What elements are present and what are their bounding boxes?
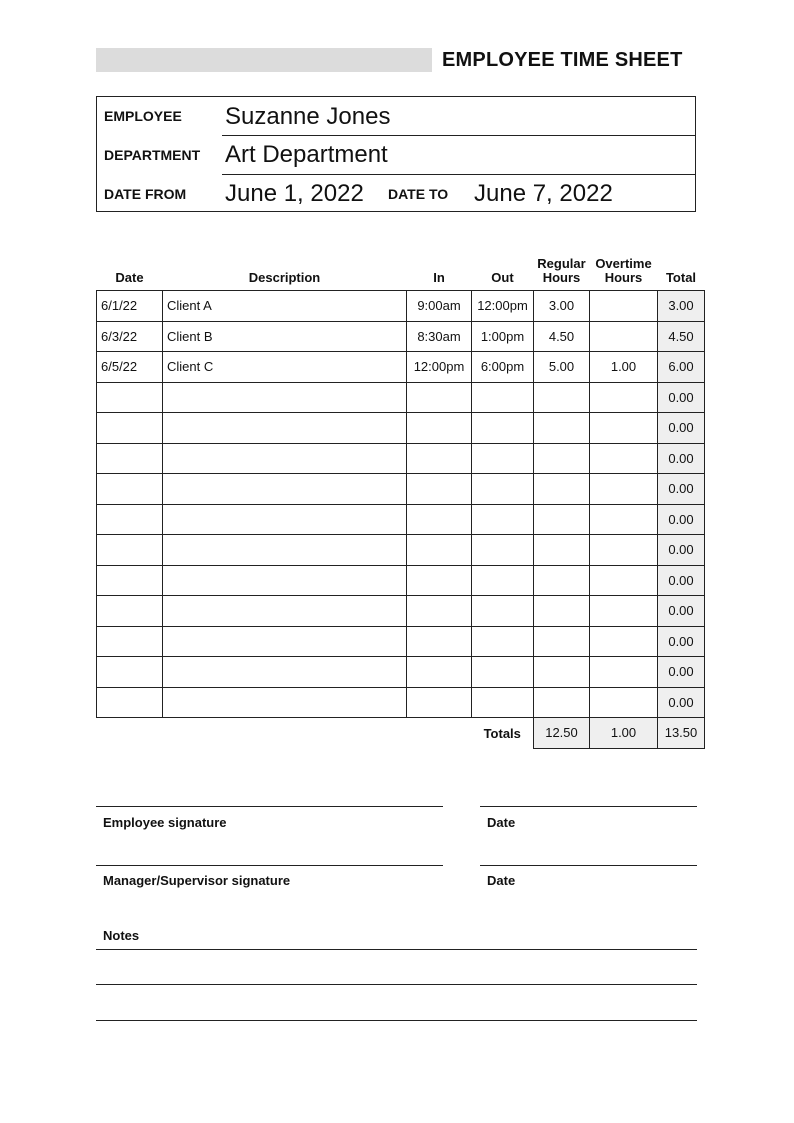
total-cell: 0.00 <box>658 413 705 444</box>
total-cell: 3.00 <box>658 291 705 322</box>
time-out-cell[interactable]: 1:00pm <box>472 321 534 352</box>
regular-hours-cell[interactable] <box>534 535 590 566</box>
description-cell[interactable] <box>163 382 407 413</box>
time-out-cell[interactable]: 6:00pm <box>472 352 534 383</box>
department-field[interactable]: Art Department <box>225 141 388 168</box>
time-out-cell[interactable] <box>472 687 534 718</box>
table-row <box>97 535 705 566</box>
regular-hours-cell[interactable] <box>534 626 590 657</box>
table-row <box>97 626 705 657</box>
regular-header-line1: Regular <box>537 256 586 271</box>
total-cell: 6.00 <box>658 352 705 383</box>
overtime-hours-cell[interactable] <box>590 474 658 505</box>
overtime-hours-cell[interactable] <box>590 596 658 627</box>
total-cell: 0.00 <box>658 626 705 657</box>
table-row <box>97 413 705 444</box>
time-in-cell[interactable] <box>407 504 472 535</box>
totals-total: 13.50 <box>658 718 705 749</box>
date-cell[interactable] <box>97 535 163 566</box>
manager-signature-label: Manager/Supervisor signature <box>103 873 291 888</box>
time-out-cell[interactable] <box>472 504 534 535</box>
manager-date-line[interactable] <box>480 865 697 866</box>
table-row <box>97 474 705 505</box>
time-in-cell[interactable] <box>407 687 472 718</box>
empty-cell <box>163 718 407 749</box>
regular-hours-cell[interactable] <box>534 474 590 505</box>
column-header-regular-hours <box>534 248 590 291</box>
regular-hours-cell[interactable]: 4.50 <box>534 321 590 352</box>
table-header-row <box>97 248 705 291</box>
table-row <box>97 352 705 383</box>
time-out-cell[interactable] <box>472 565 534 596</box>
title-bar <box>96 48 432 72</box>
table-row <box>97 596 705 627</box>
overtime-header-line1: Overtime <box>595 256 652 271</box>
table-row <box>97 657 705 688</box>
column-header-overtime-hours <box>590 248 658 291</box>
time-out-cell[interactable] <box>472 413 534 444</box>
total-cell: 0.00 <box>658 443 705 474</box>
time-out-cell[interactable] <box>472 443 534 474</box>
department-label: DEPARTMENT <box>104 147 201 163</box>
description-cell[interactable] <box>163 657 407 688</box>
overtime-hours-cell[interactable] <box>590 535 658 566</box>
overtime-hours-cell[interactable] <box>590 565 658 596</box>
timesheet-table <box>96 248 705 749</box>
date-cell[interactable] <box>97 687 163 718</box>
table-row <box>97 321 705 352</box>
regular-hours-cell[interactable]: 3.00 <box>534 291 590 322</box>
time-out-cell[interactable] <box>472 474 534 505</box>
column-header-out: Out <box>491 270 514 285</box>
date-cell[interactable] <box>97 443 163 474</box>
overtime-hours-cell[interactable] <box>590 504 658 535</box>
date-cell[interactable] <box>97 504 163 535</box>
date-cell[interactable] <box>97 565 163 596</box>
notes-label: Notes <box>103 928 140 943</box>
date-to-label: DATE TO <box>388 186 449 202</box>
description-cell[interactable] <box>163 596 407 627</box>
time-out-cell[interactable] <box>472 382 534 413</box>
time-in-cell[interactable] <box>407 413 472 444</box>
time-in-cell[interactable]: 12:00pm <box>407 352 472 383</box>
table-row <box>97 565 705 596</box>
divider <box>222 174 695 175</box>
description-cell[interactable] <box>163 504 407 535</box>
date-from-field[interactable]: June 1, 2022 <box>225 180 364 207</box>
date-cell[interactable] <box>97 474 163 505</box>
date-cell[interactable]: 6/1/22 <box>97 291 163 322</box>
regular-hours-cell[interactable] <box>534 413 590 444</box>
date-cell[interactable] <box>97 382 163 413</box>
table-row <box>97 443 705 474</box>
column-header-in: In <box>433 270 445 285</box>
total-cell: 0.00 <box>658 596 705 627</box>
description-cell[interactable] <box>163 474 407 505</box>
time-in-cell[interactable] <box>407 443 472 474</box>
column-header-description: Description <box>248 270 321 285</box>
total-cell: 4.50 <box>658 321 705 352</box>
regular-hours-cell[interactable] <box>534 596 590 627</box>
description-cell[interactable] <box>163 413 407 444</box>
employee-name-field[interactable]: Suzanne Jones <box>225 103 391 130</box>
overtime-hours-cell[interactable] <box>590 291 658 322</box>
time-in-cell[interactable] <box>407 596 472 627</box>
totals-overtime: 1.00 <box>590 718 658 749</box>
overtime-hours-cell[interactable] <box>590 657 658 688</box>
overtime-hours-cell[interactable] <box>590 321 658 352</box>
regular-hours-cell[interactable] <box>534 687 590 718</box>
total-cell: 0.00 <box>658 565 705 596</box>
column-header-total: Total <box>665 270 697 285</box>
column-header-date: Date <box>115 270 144 285</box>
regular-hours-cell[interactable] <box>534 657 590 688</box>
overtime-hours-cell[interactable]: 1.00 <box>590 352 658 383</box>
employee-label: EMPLOYEE <box>104 108 182 124</box>
time-out-cell[interactable] <box>472 657 534 688</box>
total-cell: 0.00 <box>658 657 705 688</box>
time-in-cell[interactable] <box>407 474 472 505</box>
time-in-cell[interactable] <box>407 626 472 657</box>
overtime-hours-cell[interactable] <box>590 626 658 657</box>
employee-signature-line[interactable] <box>96 806 443 807</box>
total-cell: 0.00 <box>658 504 705 535</box>
description-cell[interactable]: Client B <box>163 321 407 352</box>
time-in-cell[interactable]: 8:30am <box>407 321 472 352</box>
date-cell[interactable] <box>97 413 163 444</box>
totals-label: Totals <box>483 725 521 741</box>
time-out-cell[interactable] <box>472 626 534 657</box>
overtime-hours-cell[interactable] <box>590 687 658 718</box>
table-row <box>97 687 705 718</box>
page-title: EMPLOYEE TIME SHEET <box>442 49 683 71</box>
regular-hours-cell[interactable] <box>534 443 590 474</box>
table-row <box>97 504 705 535</box>
date-to-field[interactable]: June 7, 2022 <box>474 180 613 207</box>
description-cell[interactable] <box>163 535 407 566</box>
date-cell[interactable] <box>97 626 163 657</box>
notes-line[interactable] <box>96 1020 697 1021</box>
employee-date-label: Date <box>487 815 516 830</box>
date-cell[interactable]: 6/5/22 <box>97 352 163 383</box>
time-out-cell[interactable] <box>472 535 534 566</box>
time-in-cell[interactable]: 9:00am <box>407 291 472 322</box>
employee-date-line[interactable] <box>480 806 697 807</box>
empty-cell <box>407 718 472 749</box>
notes-line[interactable] <box>96 949 697 950</box>
description-cell[interactable] <box>163 565 407 596</box>
time-out-cell[interactable] <box>472 596 534 627</box>
date-cell[interactable] <box>97 596 163 627</box>
overtime-hours-cell[interactable] <box>590 382 658 413</box>
description-cell[interactable]: Client A <box>163 291 407 322</box>
employee-info-box <box>96 96 696 212</box>
description-cell[interactable]: Client C <box>163 352 407 383</box>
total-cell: 0.00 <box>658 382 705 413</box>
time-in-cell[interactable] <box>407 382 472 413</box>
regular-hours-cell[interactable] <box>534 504 590 535</box>
time-out-cell[interactable]: 12:00pm <box>472 291 534 322</box>
description-cell[interactable] <box>163 687 407 718</box>
date-cell[interactable]: 6/3/22 <box>97 321 163 352</box>
description-cell[interactable] <box>163 626 407 657</box>
total-cell: 0.00 <box>658 535 705 566</box>
overtime-hours-cell[interactable] <box>590 443 658 474</box>
totals-row <box>97 718 705 749</box>
overtime-header-line2: Hours <box>604 270 643 285</box>
divider <box>222 135 695 136</box>
time-in-cell[interactable] <box>407 535 472 566</box>
regular-hours-cell[interactable]: 5.00 <box>534 352 590 383</box>
date-from-label: DATE FROM <box>104 186 187 202</box>
overtime-hours-cell[interactable] <box>590 413 658 444</box>
date-cell[interactable] <box>97 657 163 688</box>
total-cell: 0.00 <box>658 474 705 505</box>
employee-signature-label: Employee signature <box>103 815 227 830</box>
time-in-cell[interactable] <box>407 657 472 688</box>
time-in-cell[interactable] <box>407 565 472 596</box>
table-row <box>97 382 705 413</box>
manager-signature-line[interactable] <box>96 865 443 866</box>
regular-hours-cell[interactable] <box>534 382 590 413</box>
totals-regular: 12.50 <box>534 718 590 749</box>
table-row <box>97 291 705 322</box>
regular-header-line2: Hours <box>542 270 581 285</box>
total-cell: 0.00 <box>658 687 705 718</box>
notes-line[interactable] <box>96 984 697 985</box>
description-cell[interactable] <box>163 443 407 474</box>
manager-date-label: Date <box>487 873 516 888</box>
regular-hours-cell[interactable] <box>534 565 590 596</box>
empty-cell <box>97 718 163 749</box>
